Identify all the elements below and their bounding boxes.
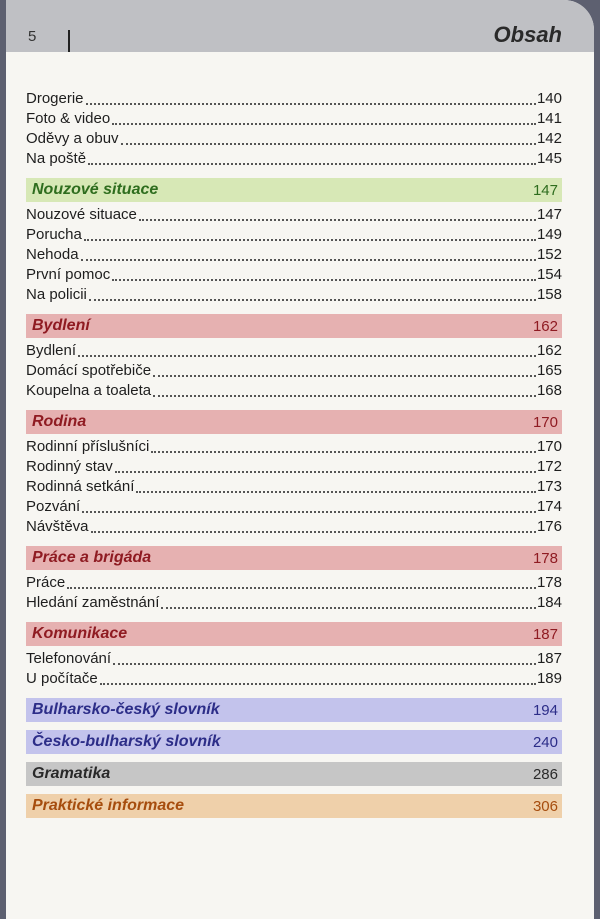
entry-page-number: 141 [536,110,562,127]
toc-section-header[interactable] [26,178,562,202]
entry-label: Foto & video [26,110,111,127]
entry-label: Rodinný stav [26,458,113,475]
entry-page-number: 184 [536,594,562,611]
dot-leader [89,299,536,301]
toc-section-header[interactable] [26,410,562,434]
entry-page-number: 158 [536,286,562,303]
entry-label: Návštěva [26,518,89,535]
entry-page-number: 165 [536,362,562,379]
entry-page-number: 168 [536,382,562,399]
page-title: Obsah [493,22,562,47]
entry-label: Rodinná setkání [26,478,135,495]
book-page [6,0,594,919]
toc-entry[interactable] [26,670,562,690]
entry-page-number: 147 [536,206,562,223]
toc-entry[interactable] [26,478,562,498]
section-page-number: 187 [532,625,558,643]
section-page-number: 178 [532,549,558,567]
section-title: Bydlení [32,317,90,334]
dot-leader [86,103,536,105]
entry-label: Rodinní příslušníci [26,438,150,455]
toc-entry[interactable] [26,266,562,286]
toc-entry[interactable] [26,246,562,266]
entry-label: Telefonování [26,650,112,667]
entry-label: Práce [26,574,66,591]
toc-section-header[interactable] [26,698,562,722]
toc-section-header[interactable] [26,314,562,338]
toc-section-header[interactable] [26,762,562,786]
section-page-number: 286 [532,765,558,783]
entry-page-number: 178 [536,574,562,591]
entry-page-number: 152 [536,246,562,263]
entry-label: Nehoda [26,246,79,263]
dot-leader [81,259,536,261]
section-title: Rodina [32,413,87,430]
toc-entry[interactable] [26,382,562,402]
dot-leader [84,239,536,241]
section-title: Komunikace [32,625,128,642]
toc-section-header[interactable] [26,622,562,646]
toc-entry[interactable] [26,150,562,170]
header-divider [68,30,70,52]
entry-page-number: 149 [536,226,562,243]
entry-label: Drogerie [26,90,84,107]
toc-entry[interactable] [26,362,562,382]
toc-entry[interactable] [26,438,562,458]
entry-label: Oděvy a obuv [26,130,119,147]
toc-entry[interactable] [26,574,562,594]
entry-page-number: 145 [536,150,562,167]
toc-entry[interactable] [26,518,562,538]
section-title: Práce a brigáda [32,549,152,566]
entry-page-number: 172 [536,458,562,475]
entry-label: U počítače [26,670,98,687]
section-page-number: 147 [532,181,558,199]
dot-leader [151,451,536,453]
entry-page-number: 140 [536,90,562,107]
dot-leader [153,395,536,397]
toc-section-header[interactable] [26,794,562,818]
entry-label: Porucha [26,226,82,243]
entry-page-number: 176 [536,518,562,535]
entry-label: Na policii [26,286,87,303]
dot-leader [88,163,536,165]
dot-leader [136,491,536,493]
toc-entry[interactable] [26,650,562,670]
entry-label: Nouzové situace [26,206,137,223]
dot-leader [82,511,536,513]
entry-label: Hledání zaměstnání [26,594,160,611]
dot-leader [113,663,536,665]
section-page-number: 194 [532,701,558,719]
entry-page-number: 170 [536,438,562,455]
dot-leader [115,471,536,473]
section-title: Bulharsko-český slovník [32,701,220,718]
dot-leader [153,375,536,377]
section-page-number: 162 [532,317,558,335]
section-title: Praktické informace [32,797,185,814]
dot-leader [161,607,536,609]
page-number: 5 [28,28,37,45]
toc-entry[interactable] [26,110,562,130]
entry-label: Koupelna a toaleta [26,382,152,399]
entry-page-number: 187 [536,650,562,667]
toc-section-header[interactable] [26,730,562,754]
toc-entry[interactable] [26,206,562,226]
toc-entry[interactable] [26,130,562,150]
entry-page-number: 162 [536,342,562,359]
toc-entry[interactable] [26,594,562,614]
dot-leader [121,143,536,145]
dot-leader [139,219,536,221]
dot-leader [112,279,536,281]
entry-label: Pozvání [26,498,81,515]
dot-leader [112,123,536,125]
entry-page-number: 142 [536,130,562,147]
toc-entry[interactable] [26,286,562,306]
section-title: Gramatika [32,765,111,782]
section-title: Nouzové situace [32,181,159,198]
toc-entry[interactable] [26,90,562,110]
entry-page-number: 154 [536,266,562,283]
entry-label: Domácí spotřebiče [26,362,152,379]
dot-leader [91,531,536,533]
dot-leader [78,355,536,357]
toc-section-header[interactable] [26,546,562,570]
section-page-number: 306 [532,797,558,815]
section-page-number: 170 [532,413,558,431]
toc-entry[interactable] [26,458,562,478]
toc-entry[interactable] [26,498,562,518]
section-title: Česko-bulharský slovník [32,733,221,750]
toc-entry[interactable] [26,226,562,246]
dot-leader [100,683,536,685]
page-header [6,0,594,52]
toc-entry[interactable] [26,342,562,362]
entry-label: Bydlení [26,342,77,359]
dot-leader [67,587,536,589]
entry-page-number: 189 [536,670,562,687]
table-of-contents [26,90,562,822]
section-page-number: 240 [532,733,558,751]
entry-label: Na poště [26,150,87,167]
entry-page-number: 174 [536,498,562,515]
entry-page-number: 173 [536,478,562,495]
entry-label: První pomoc [26,266,111,283]
